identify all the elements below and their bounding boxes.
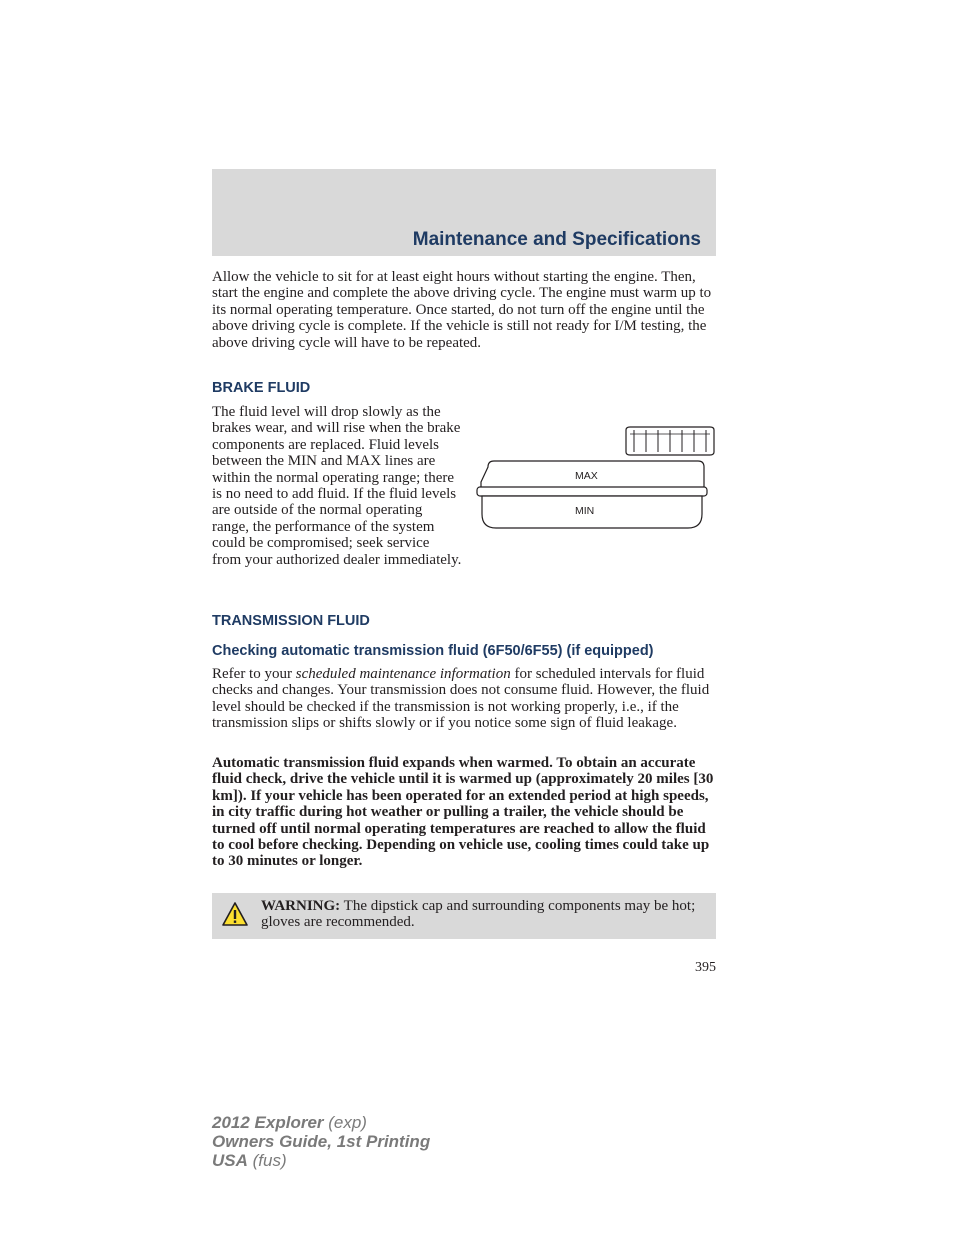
- reservoir-cap: [626, 427, 714, 455]
- document-footer: [212, 1113, 430, 1170]
- max-level-label: MAX: [575, 470, 598, 482]
- section-title: Maintenance and Specifications: [412, 229, 701, 250]
- footer-market-code: (fus): [247, 1151, 287, 1170]
- reservoir-flange: [477, 487, 707, 496]
- transmission-paragraph-start: Refer to your: [212, 666, 296, 682]
- warning-text: [261, 898, 706, 931]
- footer-market: USA: [212, 1151, 248, 1170]
- footer-line-1: [212, 1113, 430, 1132]
- fluid-expansion-paragraph: Automatic transmission fluid expands when warmed. To obtain an accurate fluid check, drive the vehicle until it is warmed up (approximately 20 miles [30 km]). If your vehicle has been operated for an extended period at high speeds, in city traffic during hot weather or pulling a trailer, the vehicle should be turned off until normal operating temperatures are reached to allow the fluid to cool before checking. Depending on vehicle use, cooling times could take up to 30 minutes or longer.: [212, 755, 714, 870]
- footer-model-code: (exp): [323, 1113, 367, 1132]
- warning-box: [212, 893, 716, 939]
- page-number: 395: [695, 960, 716, 975]
- brake-fluid-reservoir-diagram: [474, 424, 720, 536]
- footer-line-2: [212, 1132, 430, 1151]
- brake-fluid-heading: BRAKE FLUID: [212, 380, 311, 396]
- min-level-label: MIN: [575, 505, 595, 517]
- intro-paragraph: Allow the vehicle to sit for at least eight hours without starting the engine. Then, start the engine and complete the above driving cycle. The engine must warm up to its normal operating temperature. Once started, do not turn off the engine until the above driving cycle is complete. If the vehicle is still not ready for I/M testing, the above driving cycle will have to be repeated.: [212, 269, 712, 351]
- footer-model: 2012 Explorer: [212, 1113, 324, 1132]
- transmission-paragraph: [212, 666, 716, 732]
- transmission-subheading: Checking automatic transmission fluid (6F50/6F55) (if equipped): [212, 643, 654, 659]
- brake-fluid-paragraph: The fluid level will drop slowly as the brakes wear, and will rise when the brake components are replaced. Fluid levels between the MIN and MAX lines are within the normal operating range; there is no need to add fluid. If the fluid levels are outside of the normal operating range, the performance of the system could be compromised; seek service from your authorized dealer immediately.: [212, 404, 462, 568]
- warning-label: WARNING:: [261, 898, 341, 914]
- scheduled-maintenance-reference: scheduled maintenance information: [295, 666, 511, 682]
- section-header-band: [212, 169, 716, 256]
- warning-message: The dipstick cap and surrounding components may be hot; gloves are recommended.: [261, 898, 696, 931]
- transmission-fluid-heading: TRANSMISSION FLUID: [212, 613, 370, 629]
- warning-triangle-icon: [221, 901, 249, 927]
- footer-guide: Owners Guide, 1st Printing: [212, 1132, 431, 1151]
- footer-line-3: [212, 1151, 430, 1170]
- transmission-paragraph-end: for scheduled intervals for fluid checks and changes. Your transmission does not consume fluid. However, the fluid level should be checked if the transmission is not working properly, i.e., if the transmission slips or shifts slowly or if you notice some sign of fluid leakage.: [212, 666, 710, 732]
